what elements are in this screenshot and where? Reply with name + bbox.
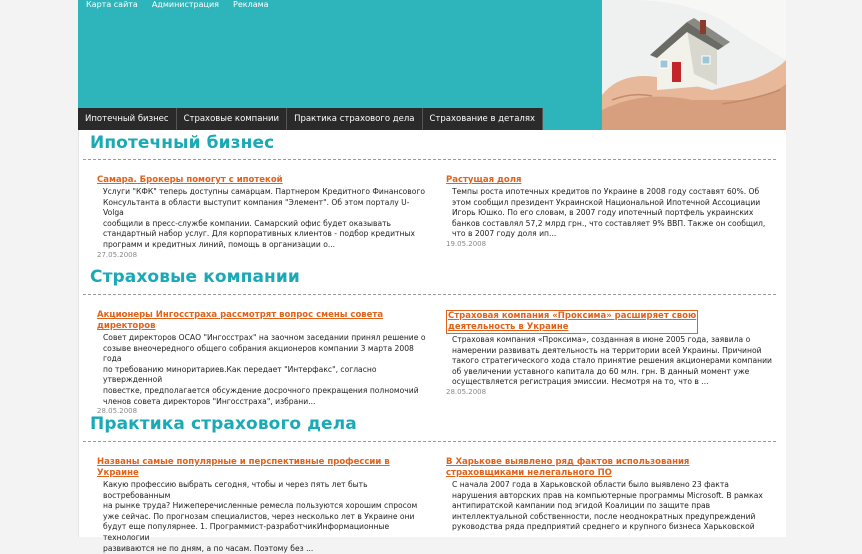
nav-insurance-practice[interactable]: Практика страхового дела <box>287 108 422 130</box>
article-summary: Какую профессию выбрать сегодня, чтобы и через пять лет быть востребованным на рынке труда? Нижеперечисленные ремесла пользуются хорошим спросом уже сейчас. По прогнозам специалистов, через несколько лет в Украине они будут еще популярнее. 1. Программист-разработчикИнформационные технологии развиваются не по дням, а по часам. Поэтому без ... <box>103 480 418 553</box>
article-summary: Совет директоров ОСАО "Ингосстрах" на заочном заседании принял решение о созыве внеочередного общего собрания акционеров компании 3 марта 2008 года по требованию миноритариев.Как передает "Интерфакс", согласно утвержденной повестке, предполагается обсуждение досрочного прекращения полномочий членов совета директоров "Ингосстраха", избрани... <box>103 333 426 406</box>
house-in-hands-illustration <box>602 0 786 130</box>
article-card <box>97 457 427 554</box>
section-title-insurance-companies: Страховые компании <box>90 267 300 287</box>
section-divider <box>83 441 776 442</box>
article-title-link[interactable]: Растущая доля <box>446 175 522 185</box>
article-summary: С начала 2007 года в Харьковской области было выявлено 23 факта нарушения авторских прав на компьютерные программы Microsoft. В рамках антипиратской кампании под эгидой Коалиции по защите прав интеллектуальной собственности, после неоднократных предупреждений руководства ряда предприятий среднего и крупного бизнеса Харьковской <box>452 480 763 532</box>
main-nav <box>78 108 543 130</box>
topnav-sitemap-link[interactable]: Карта сайта <box>86 0 138 9</box>
nav-mortgage-business[interactable]: Ипотечный бизнес <box>78 108 177 130</box>
article-date: 28.05.2008 <box>446 387 487 396</box>
topnav-ads-link[interactable]: Реклама <box>233 0 269 9</box>
section-divider <box>83 294 776 295</box>
article-summary: Темпы роста ипотечных кредитов по Украине в 2008 году составят 60%. Об этом сообщил президент Украинской Национальной Ипотечной Ассоциации Игорь Юшко. По его словам, в 2007 году ипотечный портфель украинских банков составлял 57,2 млрд грн., что составляет 9% ВВП. Также он сообщил, что в 2007 году доля ип... <box>452 187 766 239</box>
article-card <box>446 175 776 249</box>
nav-insurance-details[interactable]: Страхование в деталях <box>423 108 544 130</box>
article-card <box>97 175 427 260</box>
article-date: 19.05.2008 <box>446 239 487 248</box>
top-nav <box>86 0 269 14</box>
article-title-link[interactable]: Самара. Брокеры помогут с ипотекой <box>97 175 283 185</box>
article-title-link[interactable]: В Харькове выявлено ряд фактов использования страховщиками нелегального ПО <box>446 457 690 478</box>
section-title-insurance-practice: Практика страхового дела <box>90 414 357 434</box>
section-divider <box>83 159 776 160</box>
nav-insurance-companies[interactable]: Страховые компании <box>177 108 288 130</box>
article-title-link[interactable]: Акционеры Ингосстраха рассмотрят вопрос смены совета директоров <box>97 310 384 331</box>
article-title-link[interactable]: Страховая компания «Проксима» расширяет свою деятельность в Украине <box>448 311 697 332</box>
main-content <box>78 130 786 553</box>
article-title-link[interactable]: Названы самые популярные и перспективные профессии в Украине <box>97 457 390 478</box>
topnav-admin-link[interactable]: Администрация <box>151 0 219 9</box>
section-title-mortgage: Ипотечный бизнес <box>90 133 275 153</box>
article-summary: Услуги "КФК" теперь доступны самарцам. Партнером Кредитного Финансового Консультанта в области выступит компания "Элемент". Об этом порталу U-Volga сообщили в пресс-службе компании. Самарский офис будет оказывать стандартный набор услуг. Для корпоративных клиентов - подбор кредитных программ и кредитных линий, помощь в организации о... <box>103 187 426 249</box>
article-summary: Страховая компания «Проксима», созданная в июне 2005 года, заявила о намерении развивать деятельность на территории всей Украины. Причиной такого стратегического хода стало принятие решения акционерами компании об увеличении уставного капитала до 60 млн. грн. В данный момент уже осуществляется регистрация эмиссии. Несмотря на то, что в ... <box>452 335 772 387</box>
article-date: 27.05.2008 <box>97 250 138 259</box>
article-date: 28.05.2008 <box>97 407 138 416</box>
site-header <box>78 0 786 130</box>
article-card <box>446 457 776 533</box>
article-card <box>446 310 776 397</box>
article-card <box>97 310 427 416</box>
